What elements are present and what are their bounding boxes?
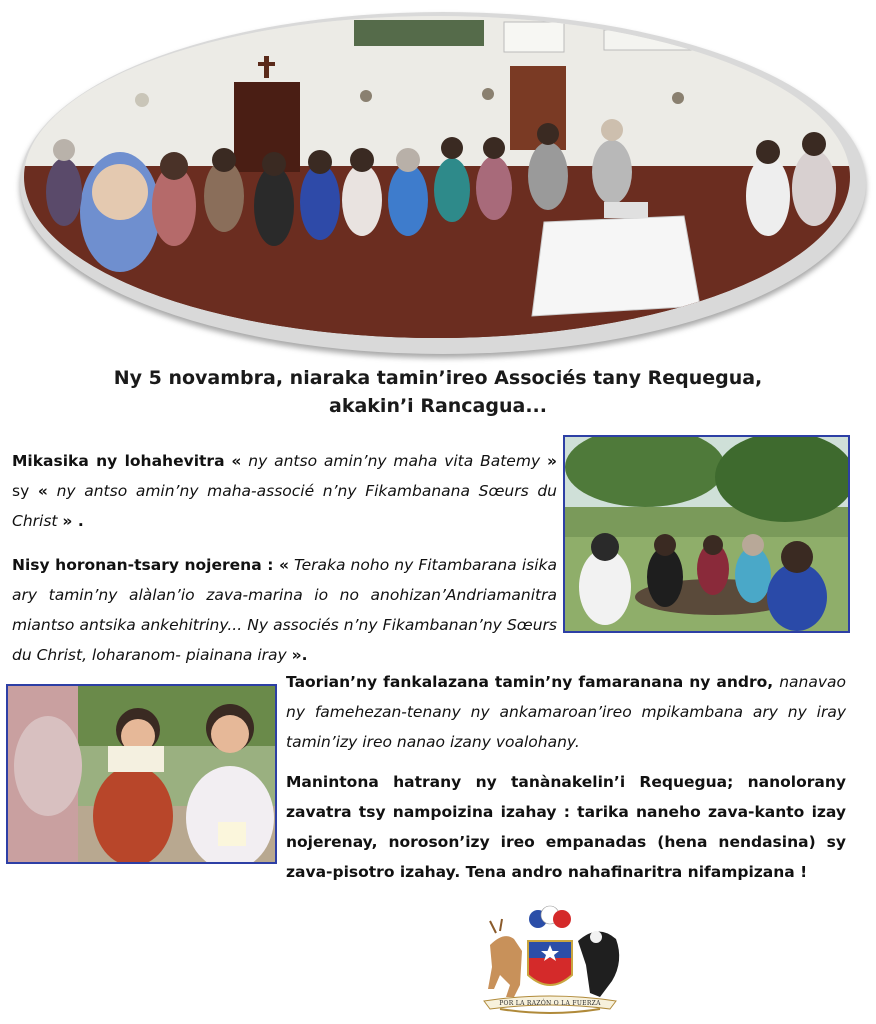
p1-end: .	[72, 512, 84, 530]
p1-quote1-close: »	[546, 452, 557, 470]
p2-close: ».	[291, 646, 308, 664]
photo-garden-table	[563, 435, 850, 633]
p1-lead: Mikasika ny lohahevitra	[12, 452, 225, 470]
p1-quote2: ny antso amin’ny maha-associé n’ny Fikambanana Sœurs du Christ	[12, 482, 557, 530]
paragraph-requegua	[286, 767, 846, 887]
p3-rest: nanavao ny famehezan-tenany ny ankamaroan’ireo mpikambana ary ny iray tamin’izy ireo nanao izany voalohany.	[286, 673, 846, 751]
p1-quote2-open: «	[37, 482, 48, 500]
paragraph-celebration	[286, 667, 846, 757]
p3-lead: Taorian’ny fankalazana tamin’ny famaranana ny andro,	[286, 673, 780, 691]
p1-quote2-close: »	[62, 512, 73, 530]
page-title	[0, 364, 876, 420]
hero-photo	[24, 16, 850, 338]
p1-quote1-open: «	[231, 452, 242, 470]
chile-coat-of-arms-emblem	[470, 905, 630, 1017]
p2-quote: Teraka noho ny Fitambarana isika ary tamin’ny alàlan’io zava-marina io no anohizan’Andriamanitra miantso antsika ankehitriny... Ny associés n’ny Fikambanan’ny Sœurs du Christ, loharanom- piainana iray	[12, 556, 557, 664]
title-line-1: Ny 5 novambra, niaraka tamin’ireo Associés tany Requegua,	[113, 367, 763, 389]
photo-women-empanadas	[6, 684, 277, 864]
p4-text: Manintona hatrany ny tanànakelin’i Requegua; nanolorany zavatra tsy nampoizina izahay : tarika naneho zava-kanto izay nojerenay, noroson’izy ireo empanadas (hena nendasina) sy zava-pisotro izahay. Tena andro nahafinaritra nifampizana !	[286, 773, 846, 881]
paragraph-video	[12, 550, 557, 670]
emblem-motto: POR LA RAZÓN O LA FUERZA	[499, 1000, 601, 1007]
p2-lead: Nisy horonan-tsary nojerena : «	[12, 556, 289, 574]
p1-mid: sy	[12, 482, 38, 500]
title-line-2: akakin’i Rancagua...	[329, 395, 547, 417]
p1-quote1: ny antso amin’ny maha vita Batemy	[241, 452, 547, 470]
paragraph-theme	[12, 446, 557, 536]
